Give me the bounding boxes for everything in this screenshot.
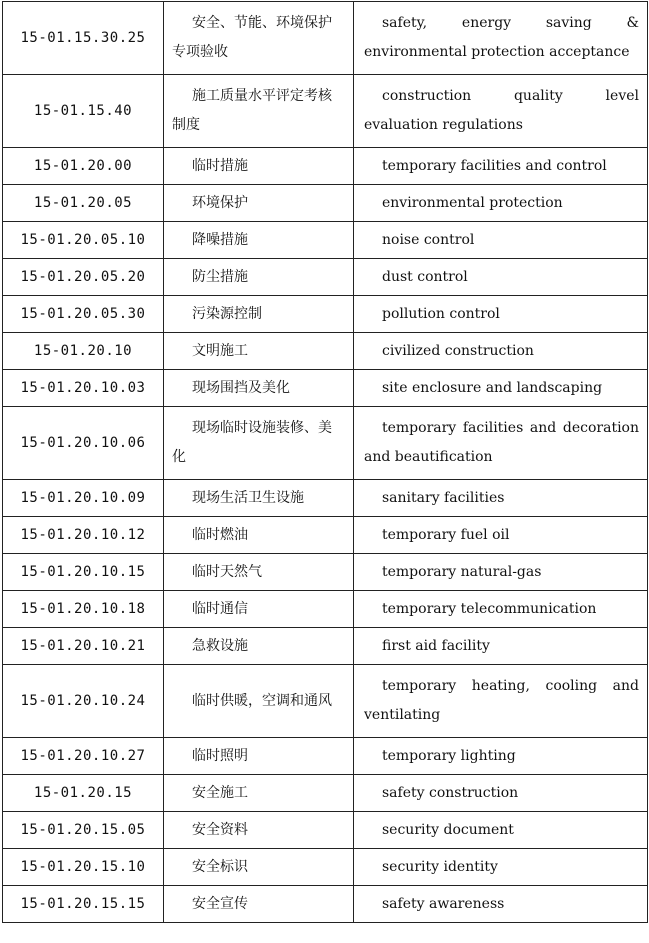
term-english: first aid facility <box>354 628 648 665</box>
term-english: pollution control <box>354 296 648 333</box>
table-row <box>3 185 648 222</box>
table-row <box>3 2 648 75</box>
term-chinese: 安全宣传 <box>164 886 354 923</box>
term-code: 15-01.20.15.15 <box>3 886 164 923</box>
term-chinese: 现场生活卫生设施 <box>164 480 354 517</box>
term-english: security identity <box>354 849 648 886</box>
term-chinese: 安全、节能、环境保护专项验收 <box>164 2 354 75</box>
table-row <box>3 296 648 333</box>
term-chinese: 临时天然气 <box>164 554 354 591</box>
table-row <box>3 222 648 259</box>
term-code: 15-01.20.00 <box>3 148 164 185</box>
table-row <box>3 517 648 554</box>
term-chinese: 防尘措施 <box>164 259 354 296</box>
table-row <box>3 75 648 148</box>
term-chinese: 现场临时设施装修、美化 <box>164 407 354 480</box>
term-english: temporary fuel oil <box>354 517 648 554</box>
term-code: 15-01.20.15.10 <box>3 849 164 886</box>
term-code: 15-01.20.05.30 <box>3 296 164 333</box>
term-chinese: 临时燃油 <box>164 517 354 554</box>
term-code: 15-01.20.10.18 <box>3 591 164 628</box>
term-english: temporary natural-gas <box>354 554 648 591</box>
term-english: temporary facilities and decoration and beautification <box>354 407 648 480</box>
term-chinese: 降噪措施 <box>164 222 354 259</box>
table-row <box>3 591 648 628</box>
table-row <box>3 333 648 370</box>
term-code: 15-01.20.10.06 <box>3 407 164 480</box>
term-chinese: 现场围挡及美化 <box>164 370 354 407</box>
term-english: environmental protection <box>354 185 648 222</box>
table-row <box>3 628 648 665</box>
term-english: safety construction <box>354 775 648 812</box>
term-english: safety awareness <box>354 886 648 923</box>
term-english: temporary heating, cooling and ventilating <box>354 665 648 738</box>
term-code: 15-01.15.40 <box>3 75 164 148</box>
term-code: 15-01.20.15.05 <box>3 812 164 849</box>
term-english: site enclosure and landscaping <box>354 370 648 407</box>
table-row <box>3 148 648 185</box>
table-row <box>3 849 648 886</box>
term-english: noise control <box>354 222 648 259</box>
terminology-table-body <box>3 2 648 923</box>
term-chinese: 施工质量水平评定考核制度 <box>164 75 354 148</box>
term-english: safety, energy saving & environmental protection acceptance <box>354 2 648 75</box>
term-chinese: 急救设施 <box>164 628 354 665</box>
term-code: 15-01.20.10.03 <box>3 370 164 407</box>
term-code: 15-01.20.10.21 <box>3 628 164 665</box>
term-english: temporary lighting <box>354 738 648 775</box>
term-chinese: 安全施工 <box>164 775 354 812</box>
table-row <box>3 738 648 775</box>
table-row <box>3 480 648 517</box>
term-code: 15-01.20.15 <box>3 775 164 812</box>
table-row <box>3 775 648 812</box>
term-code: 15-01.20.10.24 <box>3 665 164 738</box>
term-code: 15-01.20.10.09 <box>3 480 164 517</box>
term-english: dust control <box>354 259 648 296</box>
term-chinese: 临时通信 <box>164 591 354 628</box>
term-code: 15-01.20.10.12 <box>3 517 164 554</box>
table-row <box>3 554 648 591</box>
term-english: security document <box>354 812 648 849</box>
term-code: 15-01.20.10.27 <box>3 738 164 775</box>
term-code: 15-01.15.30.25 <box>3 2 164 75</box>
terminology-table <box>2 1 648 923</box>
term-chinese: 安全标识 <box>164 849 354 886</box>
term-code: 15-01.20.05 <box>3 185 164 222</box>
table-row <box>3 886 648 923</box>
term-chinese: 临时供暖，空调和通风 <box>164 665 354 738</box>
term-chinese: 污染源控制 <box>164 296 354 333</box>
table-row <box>3 259 648 296</box>
term-chinese: 临时措施 <box>164 148 354 185</box>
term-code: 15-01.20.10.15 <box>3 554 164 591</box>
table-row <box>3 812 648 849</box>
term-code: 15-01.20.10 <box>3 333 164 370</box>
term-chinese: 安全资料 <box>164 812 354 849</box>
term-chinese: 环境保护 <box>164 185 354 222</box>
table-row <box>3 665 648 738</box>
table-row <box>3 407 648 480</box>
term-chinese: 文明施工 <box>164 333 354 370</box>
term-chinese: 临时照明 <box>164 738 354 775</box>
term-code: 15-01.20.05.10 <box>3 222 164 259</box>
term-english: sanitary facilities <box>354 480 648 517</box>
term-english: temporary telecommunication <box>354 591 648 628</box>
term-code: 15-01.20.05.20 <box>3 259 164 296</box>
table-row <box>3 370 648 407</box>
term-english: temporary facilities and control <box>354 148 648 185</box>
term-english: construction quality level evaluation regulations <box>354 75 648 148</box>
term-english: civilized construction <box>354 333 648 370</box>
